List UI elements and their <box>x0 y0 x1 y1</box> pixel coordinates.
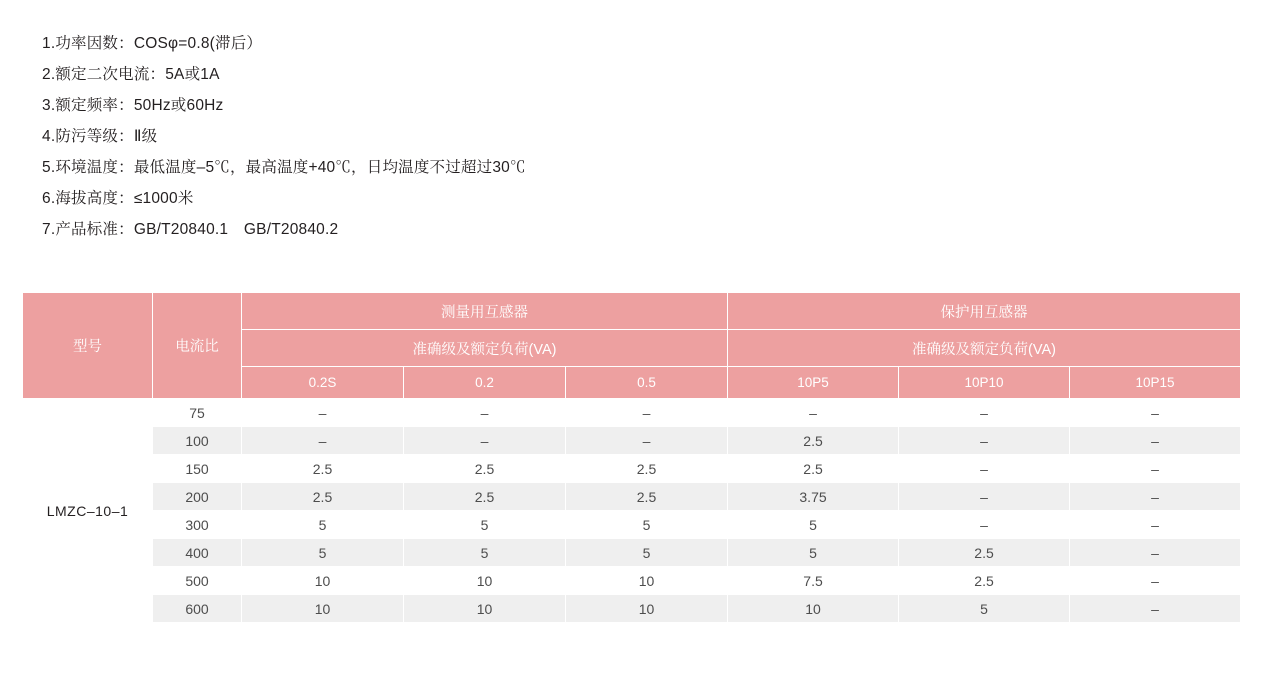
specification-list <box>42 28 1142 245</box>
table-row <box>23 595 1241 623</box>
cell-value: – <box>1070 399 1241 427</box>
cell-value: 5 <box>728 511 899 539</box>
table-row <box>23 539 1241 567</box>
spec-item-7: 7.产品标准：GB/T20840.1 GB/T20840.2 <box>42 221 339 238</box>
cell-value: – <box>1070 427 1241 455</box>
cell-value: – <box>1070 483 1241 511</box>
header-group-protection: 保护用互感器 <box>728 293 1241 330</box>
cell-value: 10 <box>242 567 404 595</box>
parameter-table-wrapper <box>22 292 1240 623</box>
cell-value: – <box>1070 595 1241 623</box>
cell-value: 5 <box>242 539 404 567</box>
cell-value: 5 <box>404 539 566 567</box>
cell-value: – <box>728 399 899 427</box>
cell-ratio: 75 <box>153 399 242 427</box>
cell-value: – <box>566 399 728 427</box>
header-sub-measurement: 准确级及额定负荷(VA) <box>242 330 728 367</box>
header-group-measurement: 测量用互感器 <box>242 293 728 330</box>
cell-value: 5 <box>566 539 728 567</box>
header-model: 型号 <box>23 293 153 399</box>
cell-value: 10 <box>566 567 728 595</box>
header-class-0-2: 0.2 <box>404 367 566 399</box>
cell-ratio: 200 <box>153 483 242 511</box>
cell-value: – <box>1070 511 1241 539</box>
cell-value: – <box>899 455 1070 483</box>
spec-item-5: 5.环境温度：最低温度–5℃，最高温度+40℃，日均温度不过超过30℃ <box>42 159 526 176</box>
cell-ratio: 400 <box>153 539 242 567</box>
header-class-10p10: 10P10 <box>899 367 1070 399</box>
cell-ratio: 150 <box>153 455 242 483</box>
cell-value: 2.5 <box>242 455 404 483</box>
cell-value: 10 <box>404 595 566 623</box>
cell-value: – <box>242 399 404 427</box>
cell-value: 2.5 <box>728 427 899 455</box>
header-ratio: 电流比 <box>153 293 242 399</box>
table-row <box>23 427 1241 455</box>
header-sub-protection: 准确级及额定负荷(VA) <box>728 330 1241 367</box>
cell-value: – <box>899 399 1070 427</box>
cell-ratio: 500 <box>153 567 242 595</box>
cell-ratio: 100 <box>153 427 242 455</box>
cell-value: 3.75 <box>728 483 899 511</box>
cell-value: – <box>899 427 1070 455</box>
spec-item-3: 3.额定频率：50Hz或60Hz <box>42 97 224 114</box>
table-row <box>23 483 1241 511</box>
cell-value: 10 <box>728 595 899 623</box>
cell-value: 2.5 <box>404 483 566 511</box>
table-row <box>23 567 1241 595</box>
cell-value: – <box>899 483 1070 511</box>
cell-value: 10 <box>566 595 728 623</box>
table-row <box>23 511 1241 539</box>
cell-value: 2.5 <box>899 539 1070 567</box>
header-class-0-5: 0.5 <box>566 367 728 399</box>
cell-value: 5 <box>566 511 728 539</box>
cell-model: LMZC–10–1 <box>23 399 153 623</box>
spec-item-2: 2.额定二次电流：5A或1A <box>42 66 220 83</box>
cell-value: – <box>1070 455 1241 483</box>
spec-item-4: 4.防污等级：Ⅱ级 <box>42 128 158 145</box>
cell-value: 10 <box>404 567 566 595</box>
header-class-10p15: 10P15 <box>1070 367 1241 399</box>
cell-value: – <box>566 427 728 455</box>
cell-value: 2.5 <box>728 455 899 483</box>
cell-value: 5 <box>242 511 404 539</box>
cell-value: 10 <box>242 595 404 623</box>
parameter-table <box>22 292 1241 623</box>
cell-ratio: 300 <box>153 511 242 539</box>
cell-value: 7.5 <box>728 567 899 595</box>
cell-value: – <box>1070 567 1241 595</box>
header-class-10p5: 10P5 <box>728 367 899 399</box>
cell-value: – <box>404 399 566 427</box>
spec-item-1: 1.功率因数：COSφ=0.8(滞后） <box>42 35 263 52</box>
cell-value: – <box>899 511 1070 539</box>
cell-value: 2.5 <box>404 455 566 483</box>
table-row <box>23 455 1241 483</box>
cell-value: 5 <box>728 539 899 567</box>
cell-value: 2.5 <box>899 567 1070 595</box>
parameter-table-body <box>23 399 1241 623</box>
cell-value: – <box>1070 539 1241 567</box>
cell-value: 5 <box>899 595 1070 623</box>
spec-item-6: 6.海拔高度：≤1000米 <box>42 190 194 207</box>
table-row <box>23 399 1241 427</box>
cell-value: 2.5 <box>566 483 728 511</box>
header-class-0-2s: 0.2S <box>242 367 404 399</box>
cell-value: 2.5 <box>242 483 404 511</box>
cell-value: – <box>404 427 566 455</box>
cell-ratio: 600 <box>153 595 242 623</box>
cell-value: 2.5 <box>566 455 728 483</box>
cell-value: – <box>242 427 404 455</box>
cell-value: 5 <box>404 511 566 539</box>
